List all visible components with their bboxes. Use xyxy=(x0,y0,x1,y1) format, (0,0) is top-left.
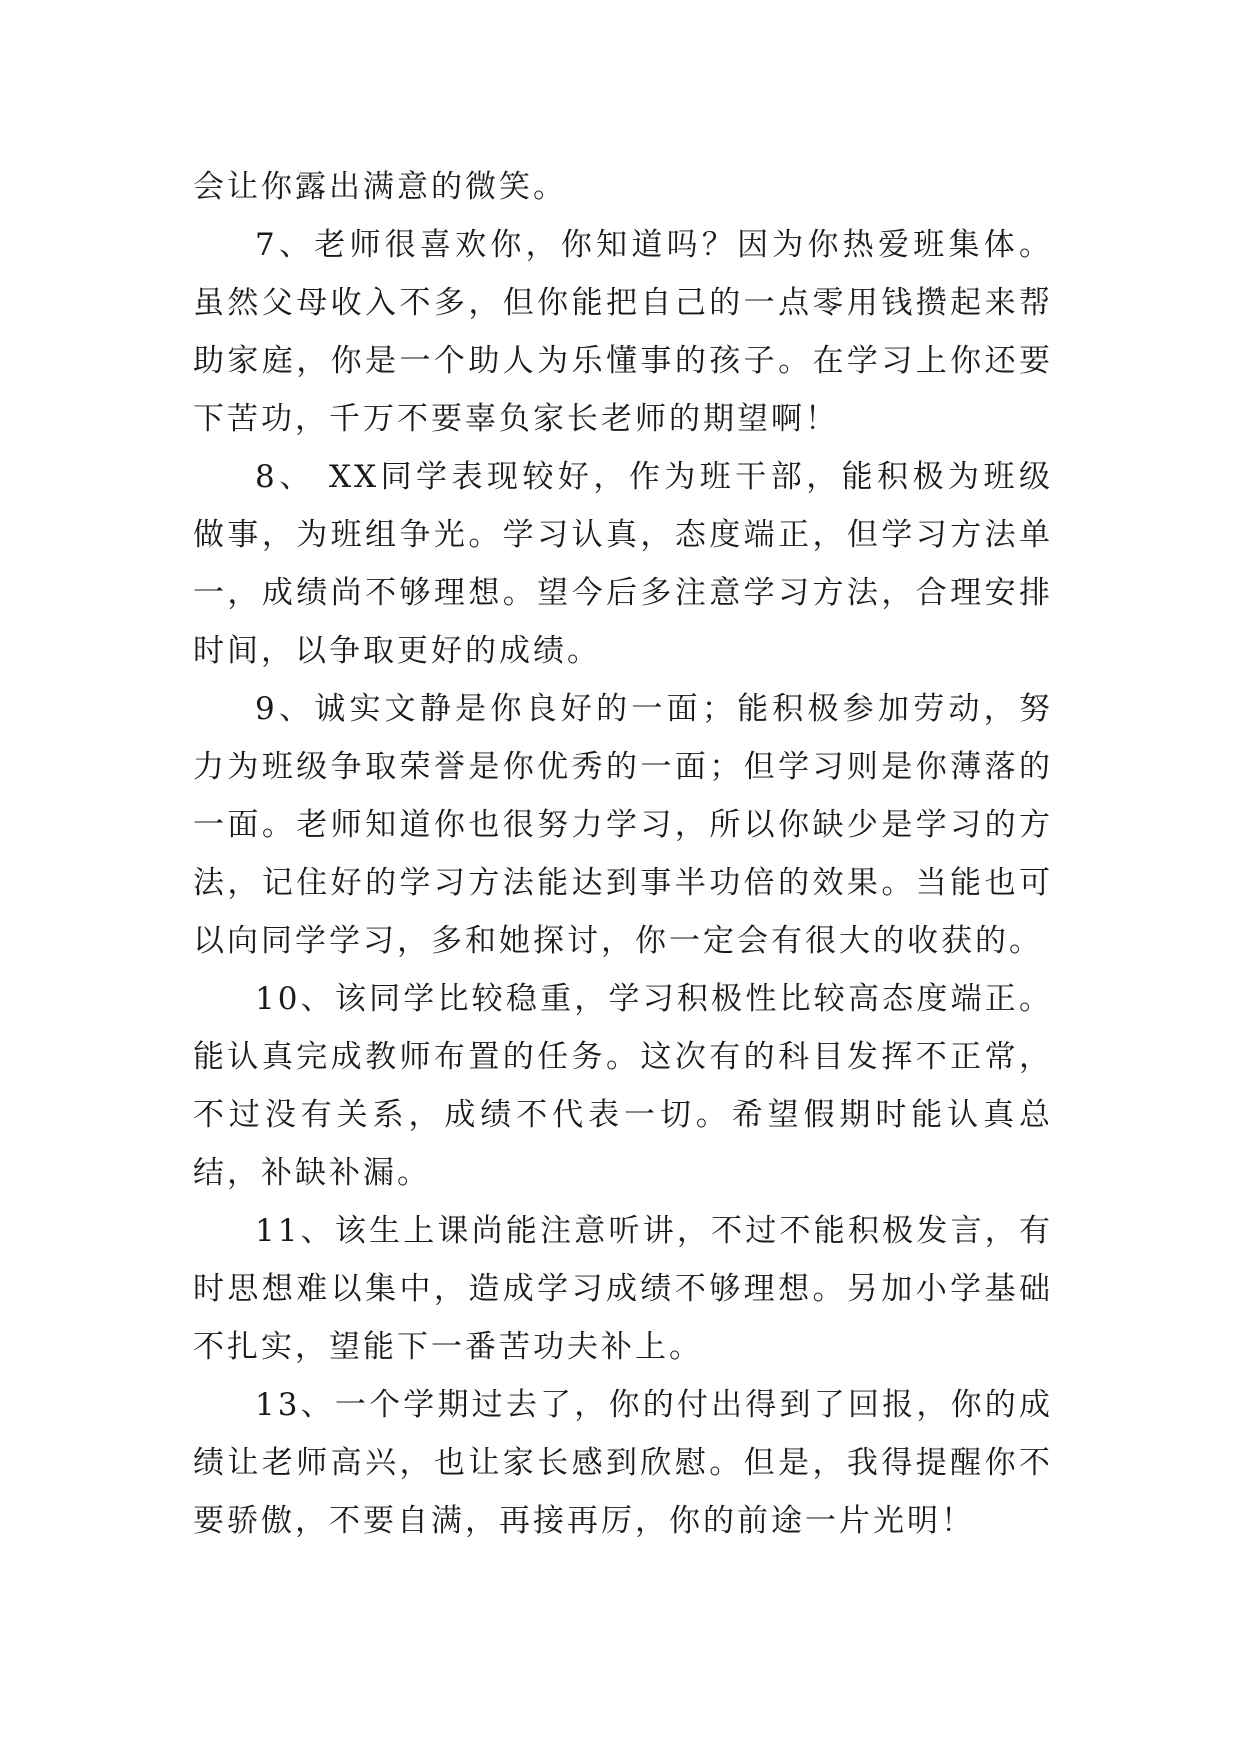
paragraph-comment-10: 10、该同学比较稳重，学习积极性比较高态度端正。能认真完成教师布置的任务。这次有的科目发挥不正常，不过没有关系，成绩不代表一切。希望假期时能认真总结，补缺补漏。 xyxy=(193,981,1053,1191)
document-body xyxy=(193,158,1053,1550)
paragraph-comment-9: 9、诚实文静是你良好的一面；能积极参加劳动，努力为班级争取荣誉是你优秀的一面；但学习则是你薄落的一面。老师知道你也很努力学习，所以你缺少是学习的方法，记住好的学习方法能达到事半功倍的效果。当能也可以向同学学习，多和她探讨，你一定会有很大的收获的。 xyxy=(193,691,1053,959)
paragraph-comment-8: 8、 XX同学表现较好，作为班干部，能积极为班级做事，为班组争光。学习认真，态度端正，但学习方法单一，成绩尚不够理想。望今后多注意学习方法，合理安排时间，以争取更好的成绩。 xyxy=(193,459,1053,669)
paragraph-continuation: 会让你露出满意的微笑。 xyxy=(193,169,567,205)
paragraph-comment-7: 7、老师很喜欢你，你知道吗？因为你热爱班集体。虽然父母收入不多，但你能把自己的一点零用钱攒起来帮助家庭，你是一个助人为乐懂事的孩子。在学习上你还要下苦功，千万不要辜负家长老师的期望啊！ xyxy=(193,227,1053,437)
paragraph-comment-11: 11、该生上课尚能注意听讲，不过不能积极发言，有时思想难以集中，造成学习成绩不够理想。另加小学基础不扎实，望能下一番苦功夫补上。 xyxy=(193,1213,1053,1365)
paragraph-comment-13: 13、一个学期过去了，你的付出得到了回报，你的成绩让老师高兴，也让家长感到欣慰。但是，我得提醒你不要骄傲，不要自满，再接再厉，你的前途一片光明！ xyxy=(193,1387,1053,1539)
